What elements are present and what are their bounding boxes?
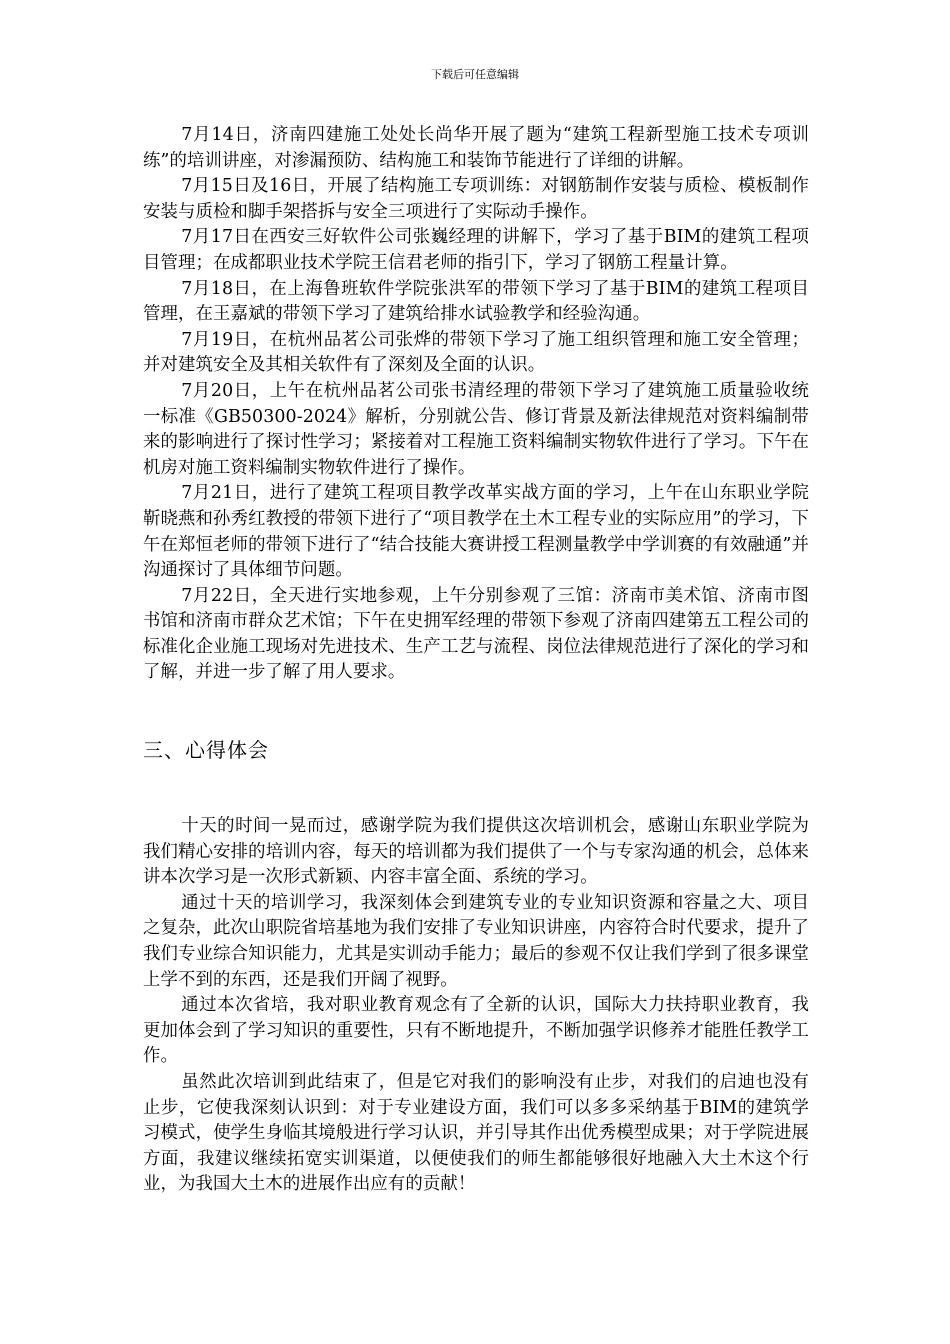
schedule-paragraph-0719: 7月19日，在杭州品茗公司张烨的带领下学习了施工组织管理和施工安全管理；并对建筑安全及其相关软件有了深刻及全面的认识。 [143,329,809,376]
reflections-section [143,814,809,1198]
training-schedule-section [143,123,809,686]
page-header-note: 下载后可任意编辑 [431,68,519,81]
reflection-paragraph: 十天的时间一晃而过，感谢学院为我们提供这次培训机会，感谢山东职业学院为我们精心安排的培训内容，每天的培训都为我们提供了一个与专家沟通的机会，总体来讲本次学习是一次形式新颖、内容丰富全面、系统的学习。 [143,816,809,888]
schedule-paragraph-0717: 7月17日在西安三好软件公司张巍经理的讲解下，学习了基于BIM的建筑工程项目管理；在成都职业技术学院王信君老师的指引下，学习了钢筋工程量计算。 [143,227,809,273]
schedule-paragraph-0714: 7月14日，济南四建施工处处长尚华开展了题为“建筑工程新型施工技术专项训练”的培训讲座，对渗漏预防、结构施工和装饰节能进行了详细的讲解。 [143,125,809,171]
schedule-paragraph-0721: 7月21日，进行了建筑工程项目教学改革实战方面的学习，上午在山东职业学院靳晓燕和孙秀红教授的带领下进行了“项目教学在土木工程专业的实际应用”的学习，下午在郑恒老师的带领下进行了“结合技能大赛讲授工程测量教学中学训赛的有效融通”并沟通探讨了具体细节问题。 [143,483,809,581]
schedule-paragraph-0722: 7月22日，全天进行实地参观，上午分别参观了三馆：济南市美术馆、济南市图书馆和济南市群众艺术馆；下午在史拥军经理的带领下参观了济南四建第五工程公司的标准化企业施工现场对先进技术、生产工艺与流程、岗位法律规范进行了深化的学习和了解，并进一步了解了用人要求。 [143,585,809,683]
reflection-paragraph: 通过本次省培，我对职业教育观念有了全新的认识，国际大力扶持职业教育，我更加体会到了学习知识的重要性，只有不断地提升，不断加强学识修养才能胜任教学工作。 [143,995,809,1067]
schedule-paragraph-0718: 7月18日，在上海鲁班软件学院张洪军的带领下学习了基于BIM的建筑工程项目管理，在王嘉斌的带领下学习了建筑给排水试验教学和经验沟通。 [143,278,809,325]
reflection-paragraph: 虽然此次培训到此结束了，但是它对我们的影响没有止步，对我们的启迪也没有止步，它使我深刻认识到：对于专业建设方面，我们可以多多采纳基于BIM的建筑学习模式，使学生身临其境般进行学习认识，并引导其作出优秀模型成果；对于学院进展方面，我建议继续拓宽实训渠道，以便使我们的师生都能够很好地融入大土木这个行业，为我国大土木的进展作出应有的贡献！ [143,1071,809,1195]
section-heading-reflections: 三、心得体会 [143,738,269,762]
schedule-paragraph-0720: 7月20日，上午在杭州品茗公司张书清经理的带领下学习了建筑施工质量验收统一标准《GB50300-2024》解析，分别就公告、修订背景及新法律规范对资料编制带来的影响进行了探讨性学习；紧接着对工程施工资料编制实物软件进行了学习。下午在机房对施工资料编制实物软件进行了操作。 [143,380,809,478]
schedule-paragraph-0715: 7月15日及16日，开展了结构施工专项训练：对钢筋制作安装与质检、模板制作安装与质检和脚手架搭拆与安全三项进行了实际动手操作。 [143,176,809,222]
reflection-paragraph: 通过十天的培训学习，我深刻体会到建筑专业的专业知识资源和容量之大、项目之复杂，此次山职院省培基地为我们安排了专业知识讲座，内容符合时代要求，提升了我们专业综合知识能力，尤其是实训动手能力；最后的参观不仅让我们学到了很多课堂上学不到的东西，还是我们开阔了视野。 [143,892,809,990]
